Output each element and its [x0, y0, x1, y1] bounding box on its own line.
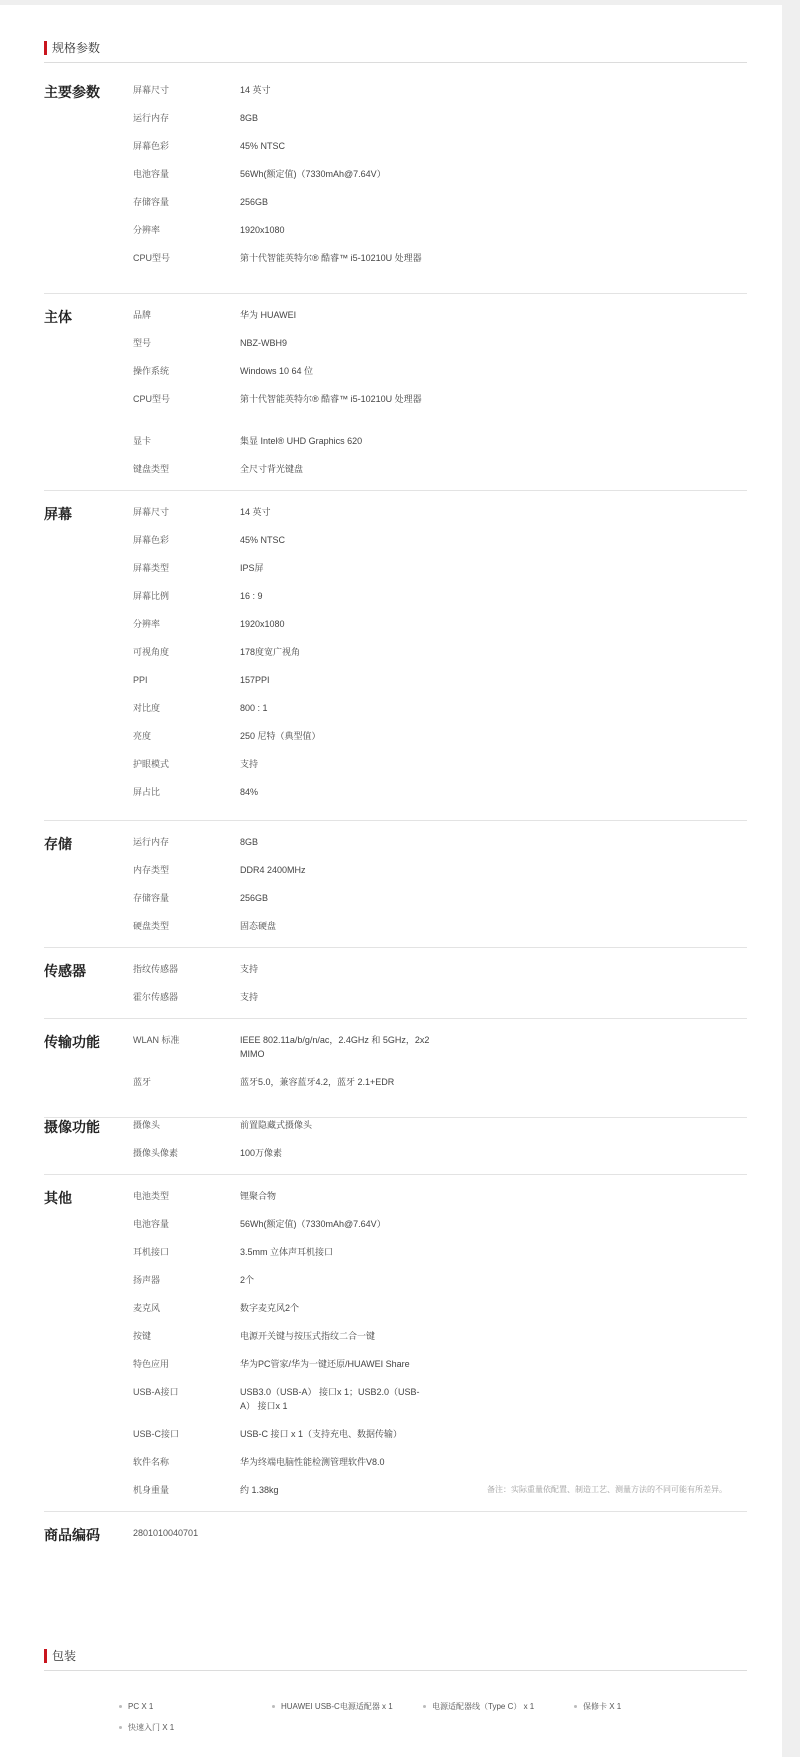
- spec-value: 华为终端电脑性能检测管理软件V8.0: [240, 1457, 385, 1467]
- spec-value: 250 尼特（典型值）: [240, 731, 321, 741]
- spec-value: USB-C 接口 x 1（支持充电、数据传输）: [240, 1429, 403, 1439]
- spec-group: [44, 1526, 747, 1556]
- spec-group-title: 商品编码: [44, 1527, 100, 1543]
- spec-label: 硬盘类型: [133, 921, 170, 931]
- spec-label: 分辨率: [133, 225, 161, 235]
- spec-value: Windows 10 64 位: [240, 366, 314, 376]
- spec-value: 3.5mm 立体声耳机接口: [240, 1247, 334, 1257]
- spec-value: 1920x1080: [240, 225, 285, 235]
- spec-value: 16 : 9: [240, 591, 263, 601]
- spec-label: 特色应用: [133, 1359, 170, 1369]
- spec-value: 华为PC管家/华为一键还原/HUAWEI Share: [240, 1359, 410, 1369]
- spec-value: 第十代智能英特尔® 酷睿™ i5-10210U 处理器: [240, 253, 422, 263]
- spec-group: [44, 1189, 747, 1512]
- spec-value: 14 英寸: [240, 85, 271, 95]
- spec-group-title: 屏幕: [44, 506, 72, 522]
- spec-label: 护眼模式: [133, 759, 170, 769]
- spec-value: 数字麦克风2个: [240, 1303, 300, 1313]
- package-item: 保修卡 X 1: [574, 1701, 621, 1713]
- package-item: HUAWEI USB-C电源适配器 x 1: [272, 1701, 393, 1713]
- spec-group-title: 摄像功能: [44, 1119, 100, 1135]
- spec-group-title: 传输功能: [44, 1034, 100, 1050]
- spec-value: 固态硬盘: [240, 921, 277, 931]
- spec-group: [44, 835, 747, 948]
- spec-value: 锂聚合物: [240, 1191, 277, 1201]
- package-section-header: [44, 1649, 747, 1671]
- spec-label: 运行内存: [133, 837, 170, 847]
- spec-value: 全尺寸背光键盘: [240, 464, 304, 474]
- spec-label: 亮度: [133, 731, 152, 741]
- spec-label: 扬声器: [133, 1275, 161, 1285]
- spec-value: 支持: [240, 992, 259, 1002]
- spec-value: NBZ-WBH9: [240, 338, 287, 348]
- spec-group-title: 其他: [44, 1190, 72, 1206]
- spec-group-title: 主要参数: [44, 84, 100, 100]
- package-item: 电源适配器线（Type C） x 1: [423, 1701, 534, 1713]
- spec-label: WLAN 标准: [133, 1035, 180, 1045]
- spec-label: 屏占比: [133, 787, 161, 797]
- spec-value: 45% NTSC: [240, 535, 286, 545]
- package-item: PC X 1: [119, 1701, 153, 1713]
- spec-value: 178度宽广视角: [240, 647, 301, 657]
- accent-bar: [44, 41, 47, 55]
- spec-group: [44, 1118, 747, 1175]
- spec-label: CPU型号: [133, 394, 171, 404]
- spec-section-header: [44, 41, 747, 63]
- spec-label: 电池容量: [133, 169, 170, 179]
- package-section-title: 包装: [52, 1649, 77, 1663]
- spec-label: 电池容量: [133, 1219, 170, 1229]
- spec-label: 按键: [133, 1331, 152, 1341]
- spec-label: CPU型号: [133, 253, 171, 263]
- spec-label: 屏幕尺寸: [133, 85, 170, 95]
- product-spec-panel: [0, 5, 782, 1757]
- spec-value: DDR4 2400MHz: [240, 865, 306, 875]
- spec-label: 品牌: [133, 310, 152, 320]
- spec-value: USB3.0（USB-A） 接口x 1；USB2.0（USB-A） 接口x 1: [240, 1387, 420, 1411]
- spec-value: 56Wh(额定值)（7330mAh@7.64V）: [240, 169, 386, 179]
- spec-label: 摄像头像素: [133, 1148, 179, 1158]
- spec-value: 前置隐藏式摄像头: [240, 1120, 313, 1130]
- weight-note: 备注：实际重量依配置、制造工艺、测量方法的不同可能有所差异。: [487, 1485, 727, 1494]
- spec-value: 集显 Intel® UHD Graphics 620: [240, 436, 363, 446]
- spec-label: 键盘类型: [133, 464, 170, 474]
- spec-label: 屏幕比例: [133, 591, 170, 601]
- spec-label: 内存类型: [133, 865, 170, 875]
- spec-label: 可视角度: [133, 647, 170, 657]
- spec-label: 指纹传感器: [133, 964, 179, 974]
- spec-value: 800 : 1: [240, 703, 268, 713]
- spec-group: [44, 83, 747, 294]
- spec-value: 256GB: [240, 197, 269, 207]
- spec-value: 14 英寸: [240, 507, 271, 517]
- spec-value: IPS屏: [240, 563, 264, 573]
- spec-group: [44, 505, 747, 821]
- spec-value: 1920x1080: [240, 619, 285, 629]
- spec-group-title: 存储: [44, 836, 72, 852]
- spec-label: 霍尔传感器: [133, 992, 179, 1002]
- spec-value: 支持: [240, 759, 259, 769]
- spec-section-title: 规格参数: [52, 41, 101, 55]
- spec-value: 56Wh(额定值)（7330mAh@7.64V）: [240, 1219, 386, 1229]
- spec-value: IEEE 802.11a/b/g/n/ac，2.4GHz 和 5GHz，2x2 MIMO: [240, 1035, 430, 1059]
- spec-group: [44, 962, 747, 1019]
- spec-label: 运行内存: [133, 113, 170, 123]
- spec-label: PPI: [133, 675, 148, 685]
- spec-value: 8GB: [240, 113, 259, 123]
- spec-value: 支持: [240, 964, 259, 974]
- spec-group-title: 主体: [44, 309, 72, 325]
- spec-label: 屏幕色彩: [133, 141, 170, 151]
- spec-label: 蓝牙: [133, 1077, 152, 1087]
- spec-value: 华为 HUAWEI: [240, 310, 297, 320]
- spec-label: 存储容量: [133, 197, 170, 207]
- spec-value: 8GB: [240, 837, 259, 847]
- spec-value: 45% NTSC: [240, 141, 286, 151]
- spec-label: USB-A接口: [133, 1387, 179, 1397]
- spec-label: 屏幕类型: [133, 563, 170, 573]
- spec-value: 100万像素: [240, 1148, 283, 1158]
- spec-label: 型号: [133, 338, 152, 348]
- spec-value: 157PPI: [240, 675, 270, 685]
- spec-label: 电池类型: [133, 1191, 170, 1201]
- spec-value: 蓝牙5.0，兼容蓝牙4.2，蓝牙 2.1+EDR: [240, 1077, 395, 1087]
- spec-value: 约 1.38kg: [240, 1485, 279, 1495]
- spec-label: 摄像头: [133, 1120, 161, 1130]
- spec-value: 256GB: [240, 893, 269, 903]
- spec-value: 第十代智能英特尔® 酷睿™ i5-10210U 处理器: [240, 394, 422, 404]
- spec-group: [44, 308, 747, 491]
- spec-label: 对比度: [133, 703, 161, 713]
- spec-label: 存储容量: [133, 893, 170, 903]
- spec-label: 麦克风: [133, 1303, 161, 1313]
- spec-label: 机身重量: [133, 1485, 170, 1495]
- spec-label: 操作系统: [133, 366, 170, 376]
- spec-label: 屏幕尺寸: [133, 507, 170, 517]
- spec-label: 显卡: [133, 436, 152, 446]
- spec-label: 分辨率: [133, 619, 161, 629]
- spec-value: 2个: [240, 1275, 255, 1285]
- package-item: 快速入门 X 1: [119, 1722, 174, 1734]
- spec-label: 屏幕色彩: [133, 535, 170, 545]
- spec-group-title: 传感器: [44, 963, 86, 979]
- spec-group: [44, 1033, 747, 1118]
- spec-label: 2801010040701: [133, 1528, 199, 1538]
- spec-label: 软件名称: [133, 1457, 170, 1467]
- accent-bar: [44, 1649, 47, 1663]
- spec-label: 耳机接口: [133, 1247, 170, 1257]
- spec-label: USB-C接口: [133, 1429, 180, 1439]
- spec-value: 84%: [240, 787, 259, 797]
- spec-value: 电源开关键与按压式指纹二合一键: [240, 1331, 376, 1341]
